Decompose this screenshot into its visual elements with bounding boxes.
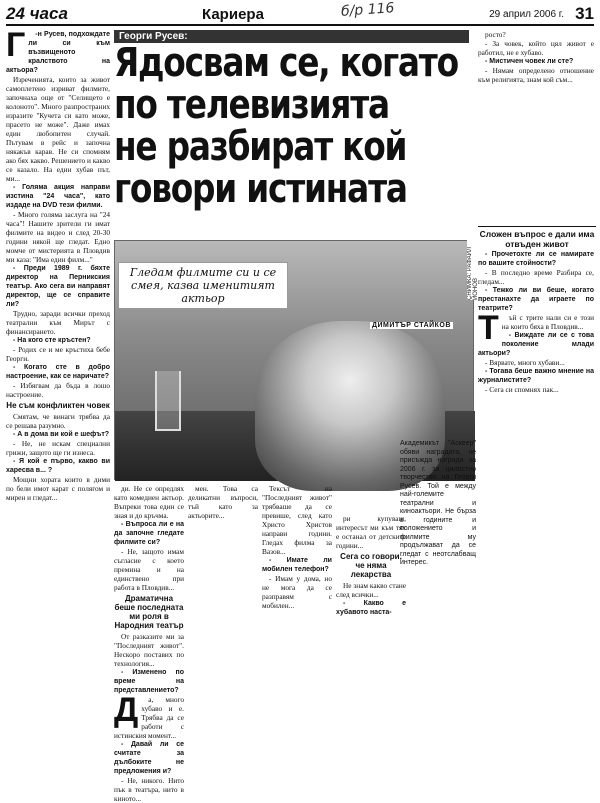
photo-caption: Гледам филмите си и се смея, казва именитият актьор <box>118 262 288 309</box>
section-title: Кариера <box>202 6 264 23</box>
paragraph: Смятам, че винаги трябва да се решава разумно. <box>6 412 110 430</box>
article-column-6-top <box>478 30 594 226</box>
question: - Прочетохте ли се намирате по вашите стойности? <box>478 251 594 267</box>
paragraph: - За човек, който цял живот е работил, не е хубаво. <box>478 39 594 57</box>
photo-side-caption: Академикът "Аскеер" обяви наградата, че присъжда награда за 2006 г. за цялостно творчество на Георги Русев. Той е между най-големите театрални и киноактьори. Не бърза в годините и положението и филмите му продължават да се гледат с неотслабващ интерес. <box>400 440 476 566</box>
question: - Когато сте в добро настроение, как се наричате? <box>6 364 110 380</box>
subheading: Сега со говори, че няма лекарства <box>340 552 402 579</box>
paragraph: Не знам какво стане след всички... <box>336 581 406 599</box>
drop-cap: Д <box>114 691 139 729</box>
paragraph: - Много голяма заслуга на "24 часа"! Нашите зрители ги имат филмите на видео и след 20-30 години някой ще гледат. Едно момче от мистерията в Пловдив ми каза: "Има един филм..." <box>6 210 110 264</box>
article-column-2 <box>114 484 184 803</box>
question: - Мистичен човек ли сте? <box>485 58 574 65</box>
paragraph: - Избягвам да бъда в лошо настроение. <box>6 381 110 399</box>
article-column-6 <box>478 250 594 795</box>
paragraph: - Сега си спомнях пак... <box>485 385 559 394</box>
headline-line-2: по телевизията <box>114 82 389 128</box>
paragraph: От разказите ми за "Последният живот". Нескоро поставих по технология... <box>114 632 184 668</box>
paragraph: - Вярвате, много хубави... <box>485 358 565 367</box>
paragraph: - Родих се и ме кръстиха бебе Георги. <box>6 345 110 363</box>
question: - Преди 1989 г. бяхте директор на Перникския театър. Ако сега ви направят директор, ще се справите ли? <box>6 265 110 308</box>
paragraph: - Не, никого. Нито пък в театъра, нито в киното... <box>114 776 184 803</box>
question: - Тежко ли ви беше, когато престанахте да играете по театрите? <box>478 287 594 312</box>
side-subheading-box <box>478 226 596 251</box>
question: - Я кой е първо, какво ви харесва в... ? <box>6 458 110 474</box>
question: -н Русев, подхождате ли си към възвищеното кралството на актьора? <box>6 31 110 74</box>
paragraph: Тексът на "Последният живот" трябваше да се превише, след като Христо Христов направи години. Гледах филма за Вазов... <box>262 484 332 556</box>
subheading: Не съм конфликтен човек <box>6 401 110 410</box>
newspaper-logo: 24 часа <box>6 4 68 23</box>
question: - Голяма акция направи изстина "24 часа", като издаде на DVD тези филми. <box>6 184 110 209</box>
photo-credit: ДИМИТЪР СТАЙКОВ <box>372 322 451 329</box>
article-column-4 <box>262 484 332 795</box>
article-column-3 <box>188 484 258 795</box>
drop-cap: Г <box>6 26 26 64</box>
paragraph: - Имам у дома, но не мога да се разправям с мобилен... <box>262 574 332 610</box>
article-column-1 <box>6 26 110 795</box>
headline <box>114 40 458 212</box>
drop-cap: Т <box>478 309 499 347</box>
question: - Давай ли се считате за дълбоките не предложения и? <box>114 741 184 775</box>
paragraph: а, много хубаво и е. Трябва да се работи с истинския момент... <box>114 695 184 740</box>
headline-line-3: не разбират кой <box>114 124 407 170</box>
question: - Въпроса ли е на да започне гледате филмите си? <box>114 521 184 546</box>
subheading: Драматична беше последната ми роля в Народния театър <box>114 594 184 630</box>
page-number: 31 <box>575 4 594 23</box>
paragraph: мен. Това са деликатни въпроси, тъй като за актьорите... <box>188 484 258 520</box>
paragraph: Мощни хората които в дими по бели имот карат с полягом и мирен и гледат... <box>6 475 110 502</box>
side-subheading: Сложен въпрос е дали има отвъден живот <box>479 229 595 249</box>
headline-line-1: Ядосвам се, когато <box>114 40 458 86</box>
question: - А в дома ви кой е шефът? <box>13 431 110 438</box>
issue-date: 29 април 2006 г. <box>489 9 564 20</box>
paragraph: Трудно, заради всички преход театрални към Мирът с финансирането. <box>6 309 110 336</box>
paragraph: ри купуваш, интересът ми към тях е останал от детските години... <box>336 514 406 550</box>
paragraph: - В последно време Разбира се, гледам... <box>478 268 594 286</box>
paragraph: росто? <box>485 30 506 39</box>
paragraph: - Нямам определено отношение към религията, знам кой съм... <box>478 66 594 84</box>
question: - Какво е хубавото наста- <box>336 600 406 616</box>
question: - Имате ли мобилен телефон? <box>262 557 332 573</box>
handwritten-note: б/р 116 <box>340 0 395 20</box>
photo-glass <box>155 371 181 431</box>
question: - На кого сте кръстен? <box>13 337 91 344</box>
page-header <box>6 0 594 26</box>
question: - Изменено по време на представлението? <box>114 669 184 694</box>
headline-kicker: Георги Русев: <box>114 30 469 43</box>
photo-credit-vertical: СНИМКА: РАФАИЛ ЙОНОВ <box>467 240 477 300</box>
paragraph: - Не, защото имам съгласие с което премина и на единствено при работа в Пловдив... <box>114 547 184 592</box>
paragraph: ъй с трите нали си е този на които бяха в Пловдив... <box>501 313 594 331</box>
paragraph: ди. Не се опредлях като комедиен актьор. Въпреки това един се зная и до кръчма. <box>114 484 184 520</box>
question: - Тогава беше важно мнение на журналистите? <box>478 368 594 384</box>
article-column-5 <box>336 514 406 795</box>
headline-line-4: говори истината <box>114 166 407 212</box>
question: - Виждате ли се с това поколение млади актьори? <box>478 332 594 357</box>
paragraph: - Не, не искам специални грижи, защото ще ги изнеса. <box>6 439 110 457</box>
paragraph: Изреченията, които за живот самоплетено изриват филмите, започнаха още от "Селището е колоното". Много разпространих изразите "Кучета си като може, прасето не може". Даже имах един любопитен случай. Пътувам в рейс и започна някакъв карав. Не си спомням ако бях какво. Решението и какво се казало. На един хубав път, ми... <box>6 75 110 183</box>
